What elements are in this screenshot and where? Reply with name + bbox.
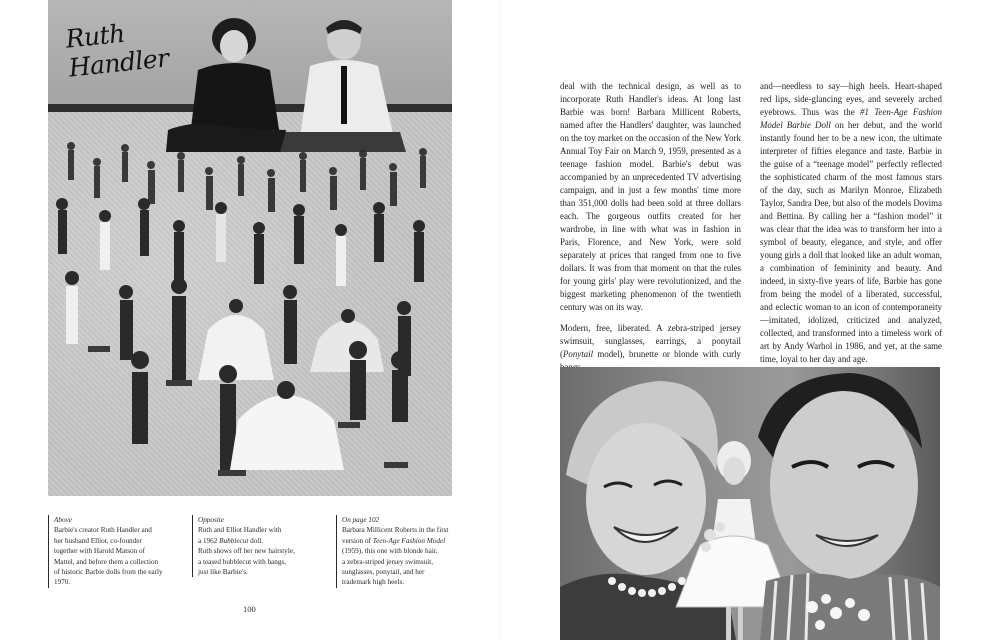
photo-ruth-and-elliot-with-doll — [560, 367, 940, 640]
caption-doll-name: Bubblecut — [219, 536, 249, 545]
photo-handlers-with-doll-collection — [48, 0, 452, 496]
caption-line: doll. — [248, 536, 264, 545]
caption-line: of historic Barbie dolls from the early — [54, 568, 163, 577]
body-column-1 — [560, 80, 741, 382]
caption-line: Barbara Millicent Roberts in the first — [342, 526, 449, 535]
caption-line: a teased bubblecut with bangs, — [198, 557, 287, 566]
doll-collection — [56, 142, 427, 476]
caption-line: together with Harold Matson of — [54, 547, 146, 556]
caption-line: 1970. — [54, 578, 71, 587]
caption-label: Above — [54, 516, 72, 524]
caption-line: Ruth shows off her new hairstyle, — [198, 547, 295, 556]
elliot-portrait-figure — [758, 373, 940, 640]
caption-line: just like Barbie's. — [198, 568, 248, 577]
page-number: 100 — [243, 604, 256, 614]
caption-line: a 1962 — [198, 536, 220, 545]
doll-model-name: #1 Teen-Age Fashion Model Barbie Doll — [760, 107, 942, 130]
ponytail-model-name: Ponytail — [562, 349, 594, 359]
caption-above — [48, 515, 178, 588]
page-gutter — [500, 0, 501, 640]
body-paragraph: deal with the technical design, as well as to incorporate Ruth Handler's ideas. At long last Barbie was born! Barbara Millicent Roberts, named after the Handlers' daughter, was launched on the toy market on the occasion of the New York Annual Toy Fair on March 9, 1959, presented as a teenage fashion model. Barbie's debut was accompanied by an unprecedented TV advertising campaign, and in just a few months' time more than 351,000 dolls had been sold at three dollars each. The gorgeous outfits created for her wardrobe, in line with what was in fashion in Paris, Florence, and New York, were sold separately at prices that ranged from one to five dollars. It was from that moment on that the rules for young girls' play were revolutionized, and the biggest marketing phenomenon of the twentieth century was on its way. — [560, 81, 741, 312]
elliot-handler-figure — [280, 20, 406, 152]
caption-label: On page 102 — [342, 516, 380, 524]
caption-line: Barbie's creator Ruth Handler and — [54, 526, 152, 535]
portrait-figures — [560, 367, 940, 640]
ruth-handler-signature: Ruth Handler — [64, 18, 170, 83]
caption-opposite — [192, 515, 322, 577]
caption-label: Opposite — [198, 516, 224, 524]
body-paragraph: Modern, free, liberated. A zebra-striped jersey swimsuit, sunglasses, earrings, a ponytail (Ponytail model), brunette or blonde with curly — [560, 323, 741, 359]
caption-on-page-102 — [336, 515, 470, 588]
caption-model-name: Teen-Age Fashion Model — [372, 536, 446, 545]
caption-line: a zebra-striped jersey swimsuit, — [342, 557, 434, 566]
caption-line: her husband Elliot, co-founder — [54, 536, 142, 545]
caption-line: version of — [342, 536, 373, 545]
caption-line: sunglasses, ponytail, and her — [342, 568, 425, 577]
caption-line: Mattel, and before them a collection — [54, 557, 159, 566]
body-column-2 — [760, 80, 942, 374]
caption-line: trademark high heels. — [342, 578, 405, 587]
caption-line: Ruth and Elliot Handler with — [198, 526, 282, 535]
caption-line: (1959), this one with blonde hair, — [342, 547, 438, 556]
body-paragraph: and—needless to say—high heels. Heart-shaped red lips, side-glancing eyes, and severely arched eyebrows. Thus was the #1 Teen-Age Fashion Model Barbie Doll on her debut, and the world instantly found her to be a new icon, the ultimate interpreter of fifties elegance and taste. Barbie in the guise of a “teenage model” perfectly reflected the sophisticated charm of the most famous stars of the day, such as Marilyn Monroe, Elizabeth Taylor, Sandra Dee, but also of the models Dovima and Bettina. By calling her a “fashion model” it was clear that the idea was to transform her into a symbol of beauty, elegance, and style, and offer young girls a doll that looked like an adult woman, a combination of femininity and beauty. And indeed, in sixty-five years of life, Barbie has gone from being the model of a liberated, successful, and eclectic woman to an icon of contemporaneity—imitated, idolized, criticized and analyzed, collected, and transformed into a timeless work of art by Andy Warhol in 1986, and yet, at the same time, loyal to her day and age. — [760, 81, 942, 364]
